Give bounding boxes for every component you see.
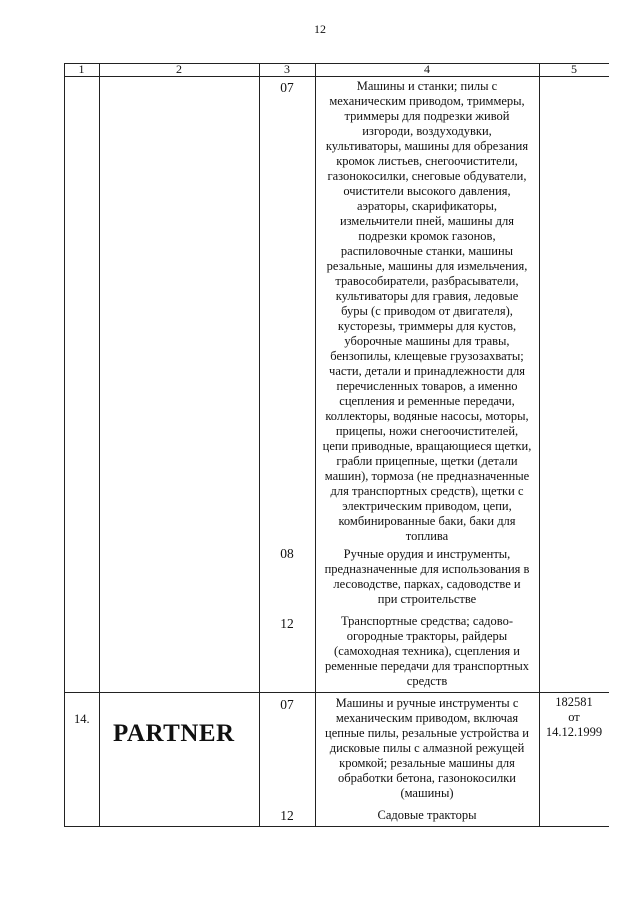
goods-description: Транспортные средства; садово- огородные тракторы, райдеры (самоходная техника), сцепления и ременные передачи для транспортных средств xyxy=(324,614,530,688)
header-col-1: 1 xyxy=(78,62,85,76)
class-code: 12 xyxy=(280,808,294,823)
trademark-logo: PARTNER xyxy=(113,720,235,747)
col-border-1-2 xyxy=(99,63,100,827)
header-bottom-border xyxy=(64,76,609,77)
goods-description: Ручные орудия и инструменты, предназначенные для использования в лесоводстве, парках, садоводстве и при строительстве xyxy=(324,547,530,606)
col-border-4-5 xyxy=(539,63,540,827)
header-col-3: 3 xyxy=(284,62,290,76)
goods-description: Садовые тракторы xyxy=(377,808,477,822)
table-bottom-border xyxy=(64,826,609,827)
class-code: 12 xyxy=(280,616,294,631)
col-border-3-4 xyxy=(315,63,316,827)
goods-table xyxy=(64,63,609,827)
registration-info: 182581 от 14.12.1999 xyxy=(545,695,603,739)
header-col-2: 2 xyxy=(176,62,182,76)
class-code: 07 xyxy=(280,697,294,712)
header-col-5: 5 xyxy=(571,62,577,76)
goods-description: Машины и станки; пилы с механическим приводом, триммеры, триммеры для подрезки живой изгороди, воздуходувки, культиваторы, машины для обрезания кромок листьев, снегоочистители, газонокосилки, снеговые обдуватели, очистители высокого давления, аэраторы, скарификаторы, измельчители пней, машины для подрезки кромок газонов, распиловочные станки, машины резальные, машины для измельчения, травособиратели, разбрасыватели, культиваторы для гравия, ледовые буры (с приводом от двигателя), кусторезы, триммеры для кустов, уборочные машины для травы, бензопилы, клещевые грузозахваты; части, детали и принадлежности для перечисленных товаров, а именно сцепления и ременные передачи, коллекторы, водяные насосы, моторы, прицепы, ножи снегоочистителей, цепи приводные, вращающиеся щетки, грабли прицепные, щетки (детали машин), тормоза (не предназначенные для транспортных средств), щетки с электрическим приводом, цепи, комбинированные баки, баки для топлива xyxy=(322,79,532,543)
class-code: 07 xyxy=(280,80,294,95)
header-col-4: 4 xyxy=(424,62,430,76)
entry-separator xyxy=(64,692,609,693)
class-code: 08 xyxy=(280,546,294,561)
goods-description: Машины и ручные инструменты с механическим приводом, включая цепные пилы, резальные устройства и дисковые пилы с алмазной режущей кромкой; резальные машины для обработки бетона, газонокосилки (машины) xyxy=(325,696,529,800)
col-border-2-3 xyxy=(259,63,260,827)
page-number: 12 xyxy=(314,22,326,36)
entry-number: 14. xyxy=(74,712,90,726)
col-border-left xyxy=(64,63,65,827)
